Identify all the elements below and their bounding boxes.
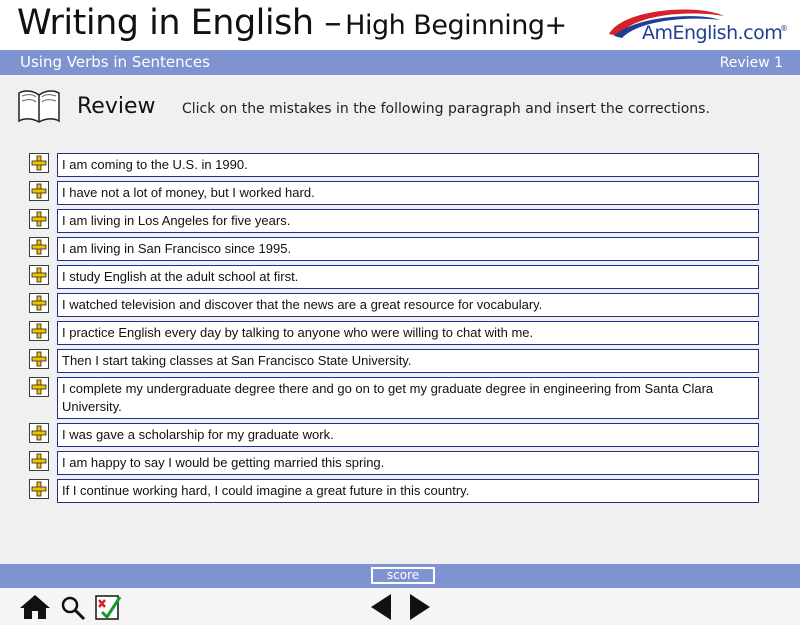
sentence-text[interactable]: I practice English every day by talking to anyone who were willing to chat with me. (57, 321, 759, 345)
sentence-row (29, 479, 759, 503)
plus-icon (31, 239, 47, 255)
logo-registered-mark: ® (780, 24, 788, 33)
insert-correction-button[interactable] (29, 349, 49, 369)
insert-correction-button[interactable] (29, 451, 49, 471)
sentence-text[interactable]: I am happy to say I would be getting married this spring. (57, 451, 759, 475)
insert-correction-button[interactable] (29, 321, 49, 341)
course-title-main: Writing in English – (17, 3, 342, 43)
amenglish-logo (604, 6, 789, 48)
insert-correction-button[interactable] (29, 479, 49, 499)
sentence-row (29, 377, 759, 419)
insert-correction-button[interactable] (29, 293, 49, 313)
insert-correction-button[interactable] (29, 153, 49, 173)
sentence-row (29, 349, 759, 373)
plus-icon (31, 267, 47, 283)
sentence-text[interactable]: I study English at the adult school at first. (57, 265, 759, 289)
footer-bar (0, 564, 800, 588)
sentence-row (29, 209, 759, 233)
sentence-row (29, 321, 759, 345)
plus-icon (31, 183, 47, 199)
sentence-text[interactable]: I am living in Los Angeles for five years. (57, 209, 759, 233)
sentence-list (29, 153, 759, 507)
lesson-bar (0, 50, 800, 75)
insert-correction-button[interactable] (29, 423, 49, 443)
course-level: High Beginning+ (345, 10, 567, 41)
sentence-row (29, 451, 759, 475)
checklist-icon[interactable] (94, 593, 122, 621)
sentence-row (29, 153, 759, 177)
sentence-text[interactable]: Then I start taking classes at San Francisco State University. (57, 349, 759, 373)
insert-correction-button[interactable] (29, 209, 49, 229)
previous-arrow-icon[interactable] (369, 593, 393, 621)
instructions: Click on the mistakes in the following paragraph and insert the corrections. (182, 101, 710, 117)
sentence-text[interactable]: I am coming to the U.S. in 1990. (57, 153, 759, 177)
score-button[interactable]: score (371, 567, 435, 584)
sentence-text[interactable]: I watched television and discover that the news are a great resource for vocabulary. (57, 293, 759, 317)
sentence-row (29, 293, 759, 317)
plus-icon (31, 211, 47, 227)
plus-icon (31, 155, 47, 171)
course-title (17, 3, 567, 43)
insert-correction-button[interactable] (29, 237, 49, 257)
logo-text: AmEnglish.com (642, 22, 783, 44)
header (0, 0, 800, 50)
sentence-text[interactable]: I have not a lot of money, but I worked hard. (57, 181, 759, 205)
sentence-row (29, 265, 759, 289)
plus-icon (31, 351, 47, 367)
sentence-text[interactable]: I was gave a scholarship for my graduate work. (57, 423, 759, 447)
sentence-text[interactable]: If I continue working hard, I could imagine a great future in this country. (57, 479, 759, 503)
plus-icon (31, 323, 47, 339)
section-title: Review (77, 94, 156, 119)
sentence-row (29, 181, 759, 205)
sentence-row (29, 423, 759, 447)
lesson-title: Using Verbs in Sentences (20, 53, 210, 71)
plus-icon (31, 425, 47, 441)
sentence-text[interactable]: I complete my undergraduate degree there and go on to get my graduate degree in engineering from Santa Clara University. (57, 377, 759, 419)
plus-icon (31, 295, 47, 311)
insert-correction-button[interactable] (29, 377, 49, 397)
plus-icon (31, 379, 47, 395)
review-number: Review 1 (719, 55, 783, 71)
insert-correction-button[interactable] (29, 181, 49, 201)
sentence-text[interactable]: I am living in San Francisco since 1995. (57, 237, 759, 261)
plus-icon (31, 481, 47, 497)
book-icon (16, 87, 62, 125)
sentence-row (29, 237, 759, 261)
home-icon[interactable] (19, 594, 51, 620)
plus-icon (31, 453, 47, 469)
insert-correction-button[interactable] (29, 265, 49, 285)
bottom-toolbar (0, 588, 800, 625)
search-icon[interactable] (60, 595, 86, 621)
next-arrow-icon[interactable] (408, 593, 432, 621)
